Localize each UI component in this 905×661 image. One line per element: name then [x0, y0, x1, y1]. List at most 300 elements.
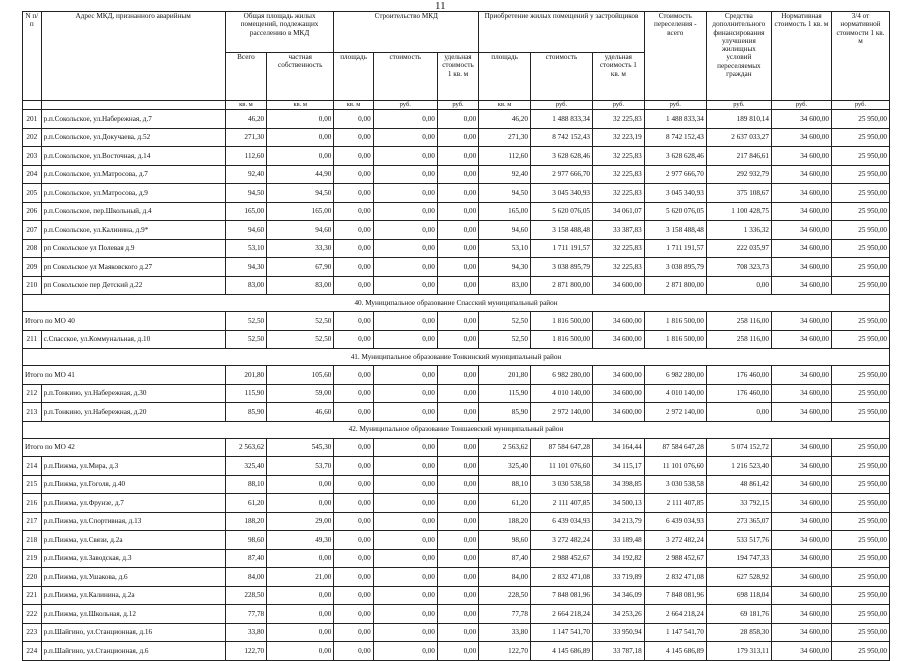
row-number: 219 [23, 549, 42, 568]
value-cell: 25 950,00 [831, 366, 889, 385]
row-number: 223 [23, 623, 42, 642]
value-cell: 88,10 [479, 475, 531, 494]
value-cell: 708 323,73 [706, 258, 771, 277]
value-cell: 0,00 [706, 403, 771, 422]
table-row [23, 221, 890, 240]
row-number: 216 [23, 494, 42, 513]
value-cell: 83,00 [225, 276, 266, 295]
value-cell: 0,00 [373, 221, 437, 240]
value-cell: 34 600,00 [771, 568, 831, 587]
row-number: 214 [23, 457, 42, 476]
page-number: 11 [435, 0, 446, 12]
value-cell: 0,00 [437, 457, 478, 476]
value-cell: 0,00 [437, 165, 478, 184]
header-total-cost: Стоимость переселения - всего [644, 12, 706, 101]
value-cell: 34 253,26 [593, 605, 645, 624]
table-row [23, 239, 890, 258]
value-cell: 0,00 [437, 568, 478, 587]
value-cell: 33 189,48 [593, 531, 645, 550]
value-cell: 2 972 140,00 [530, 403, 592, 422]
value-cell: 25 950,00 [831, 312, 889, 331]
value-cell: 0,00 [437, 312, 478, 331]
table-row [23, 403, 890, 422]
value-cell: 34 600,00 [771, 202, 831, 221]
value-cell: 0,00 [373, 438, 437, 457]
units-cell: руб. [593, 101, 645, 110]
row-address: р.п.Тонкино, ул.Набережная, д.20 [41, 403, 225, 422]
value-cell: 84,00 [479, 568, 531, 587]
units-cell: кв. м [334, 101, 373, 110]
value-cell: 34 600,00 [771, 221, 831, 240]
value-cell: 0,00 [334, 312, 373, 331]
value-cell: 2 111 407,85 [530, 494, 592, 513]
value-cell: 34 600,00 [771, 512, 831, 531]
value-cell: 228,50 [225, 586, 266, 605]
row-address: р.п.Шайгино, ул.Станционная, д.6 [41, 642, 225, 661]
value-cell: 34 600,00 [593, 403, 645, 422]
row-address: р.п.Пижма, ул.Мира, д.3 [41, 457, 225, 476]
value-cell: 2 111 407,85 [644, 494, 706, 513]
table-row [23, 475, 890, 494]
value-cell: 34 600,00 [593, 330, 645, 349]
value-cell: 545,30 [267, 438, 334, 457]
value-cell: 0,00 [334, 531, 373, 550]
value-cell: 34 600,00 [771, 475, 831, 494]
value-cell: 28 858,30 [706, 623, 771, 642]
value-cell: 84,00 [225, 568, 266, 587]
value-cell: 87,40 [479, 549, 531, 568]
value-cell: 25 950,00 [831, 605, 889, 624]
value-cell: 0,00 [437, 110, 478, 129]
value-cell: 0,00 [334, 438, 373, 457]
row-number: 204 [23, 165, 42, 184]
value-cell: 1 147 541,70 [644, 623, 706, 642]
total-label: Итого по МО 42 [23, 438, 226, 457]
value-cell: 2 664 218,24 [644, 605, 706, 624]
value-cell: 0,00 [373, 165, 437, 184]
row-number: 206 [23, 202, 42, 221]
value-cell: 94,50 [479, 184, 531, 203]
table-row [23, 605, 890, 624]
value-cell: 11 101 076,60 [530, 457, 592, 476]
value-cell: 85,90 [479, 403, 531, 422]
value-cell: 271,30 [225, 128, 266, 147]
value-cell: 25 950,00 [831, 128, 889, 147]
value-cell: 34 600,00 [771, 549, 831, 568]
units-cell: кв. м [267, 101, 334, 110]
value-cell: 176 460,00 [706, 384, 771, 403]
value-cell: 46,20 [479, 110, 531, 129]
value-cell: 25 950,00 [831, 202, 889, 221]
value-cell: 2 832 471,08 [644, 568, 706, 587]
value-cell: 94,30 [225, 258, 266, 277]
value-cell: 2 637 033,27 [706, 128, 771, 147]
value-cell: 6 982 280,00 [644, 366, 706, 385]
value-cell: 0,00 [267, 549, 334, 568]
value-cell: 115,90 [479, 384, 531, 403]
row-address: р.п.Пижма, ул.Гоголя, д.40 [41, 475, 225, 494]
units-cell: руб. [530, 101, 592, 110]
value-cell: 1 711 191,57 [530, 239, 592, 258]
value-cell: 52,50 [267, 330, 334, 349]
value-cell: 87,40 [225, 549, 266, 568]
value-cell: 0,00 [437, 202, 478, 221]
value-cell: 0,00 [373, 475, 437, 494]
value-cell: 258 116,00 [706, 330, 771, 349]
header-extra-funds: Средства дополнительного финансирования улучшения жилищных условий переселяемых граждан [706, 12, 771, 101]
value-cell: 3 272 482,24 [530, 531, 592, 550]
value-cell: 0,00 [437, 384, 478, 403]
row-address: р.п.Пижма, ул.Ушакова, д.6 [41, 568, 225, 587]
value-cell: 201,80 [479, 366, 531, 385]
value-cell: 83,00 [479, 276, 531, 295]
value-cell: 1 488 833,34 [530, 110, 592, 129]
value-cell: 85,90 [225, 403, 266, 422]
value-cell: 25 950,00 [831, 512, 889, 531]
value-cell: 122,70 [225, 642, 266, 661]
value-cell: 2 664 218,24 [530, 605, 592, 624]
value-cell: 0,00 [437, 184, 478, 203]
value-cell: 0,00 [267, 642, 334, 661]
value-cell: 0,00 [437, 642, 478, 661]
value-cell: 34 600,00 [771, 494, 831, 513]
subheader-build-unit: удельная стоимость 1 кв. м [437, 53, 478, 101]
value-cell: 25 950,00 [831, 623, 889, 642]
value-cell: 0,00 [437, 586, 478, 605]
value-cell: 34 115,17 [593, 457, 645, 476]
value-cell: 25 950,00 [831, 276, 889, 295]
value-cell: 34 600,00 [771, 586, 831, 605]
value-cell: 176 460,00 [706, 366, 771, 385]
row-number: 224 [23, 642, 42, 661]
value-cell: 98,60 [479, 531, 531, 550]
value-cell: 217 846,61 [706, 147, 771, 166]
value-cell: 189 810,14 [706, 110, 771, 129]
value-cell: 25 950,00 [831, 110, 889, 129]
value-cell: 1 488 833,34 [644, 110, 706, 129]
row-number: 209 [23, 258, 42, 277]
value-cell: 0,00 [437, 258, 478, 277]
value-cell: 34 600,00 [771, 258, 831, 277]
value-cell: 3 045 340,93 [530, 184, 592, 203]
value-cell: 0,00 [267, 475, 334, 494]
value-cell: 32 223,19 [593, 128, 645, 147]
value-cell: 0,00 [373, 110, 437, 129]
units-cell: руб. [706, 101, 771, 110]
value-cell: 49,30 [267, 531, 334, 550]
row-number: 205 [23, 184, 42, 203]
row-address: р.п.Сокольское, пер.Школьный, д.4 [41, 202, 225, 221]
value-cell: 34 600,00 [771, 147, 831, 166]
row-number: 220 [23, 568, 42, 587]
row-address: р.п.Пижма, ул.Фрунзе, д.7 [41, 494, 225, 513]
row-address: р.п.Пижма, ул.Школьная, д.12 [41, 605, 225, 624]
value-cell: 165,00 [267, 202, 334, 221]
value-cell: 2 972 140,00 [644, 403, 706, 422]
section-title: 41. Муниципальное образование Тонкинский муниципальный район [23, 349, 890, 366]
value-cell: 34 600,00 [771, 642, 831, 661]
value-cell: 271,30 [479, 128, 531, 147]
value-cell: 0,00 [373, 531, 437, 550]
row-number: 215 [23, 475, 42, 494]
value-cell: 0,00 [373, 239, 437, 258]
table-row [23, 128, 890, 147]
value-cell: 53,10 [225, 239, 266, 258]
section-row [23, 349, 890, 366]
header-number: N п/п [23, 12, 42, 101]
value-cell: 25 950,00 [831, 384, 889, 403]
value-cell: 4 010 140,00 [530, 384, 592, 403]
value-cell: 34 600,00 [771, 330, 831, 349]
value-cell: 0,00 [267, 494, 334, 513]
subheader-total: Всего [225, 53, 266, 101]
value-cell: 25 950,00 [831, 147, 889, 166]
value-cell: 1 816 500,00 [644, 312, 706, 331]
value-cell: 94,50 [267, 184, 334, 203]
row-address: р.п.Сокольское, ул.Матросова, д.7 [41, 165, 225, 184]
value-cell: 33,30 [267, 239, 334, 258]
value-cell: 1 711 191,57 [644, 239, 706, 258]
value-cell: 533 517,76 [706, 531, 771, 550]
value-cell: 2 977 666,70 [644, 165, 706, 184]
section-row [23, 421, 890, 438]
value-cell: 6 439 034,93 [530, 512, 592, 531]
value-cell: 0,00 [437, 128, 478, 147]
value-cell: 34 600,00 [771, 457, 831, 476]
value-cell: 34 192,82 [593, 549, 645, 568]
header-construction: Строительство МКД [334, 12, 479, 53]
value-cell: 112,60 [225, 147, 266, 166]
value-cell: 0,00 [373, 312, 437, 331]
value-cell: 25 950,00 [831, 586, 889, 605]
value-cell: 2 988 452,67 [644, 549, 706, 568]
value-cell: 0,00 [373, 276, 437, 295]
section-title: 42. Муниципальное образование Тоншаевский муниципальный район [23, 421, 890, 438]
value-cell: 0,00 [334, 221, 373, 240]
value-cell: 25 950,00 [831, 457, 889, 476]
row-address: р.п.Пижма, ул.Заводская, д.3 [41, 549, 225, 568]
row-number: 221 [23, 586, 42, 605]
value-cell: 0,00 [334, 512, 373, 531]
value-cell: 25 950,00 [831, 475, 889, 494]
value-cell: 0,00 [437, 549, 478, 568]
value-cell: 3 045 340,93 [644, 184, 706, 203]
value-cell: 29,00 [267, 512, 334, 531]
value-cell: 1 336,32 [706, 221, 771, 240]
table-row [23, 512, 890, 531]
value-cell: 2 871 800,00 [530, 276, 592, 295]
value-cell: 0,00 [334, 494, 373, 513]
table-row [23, 330, 890, 349]
value-cell: 0,00 [373, 202, 437, 221]
row-number: 201 [23, 110, 42, 129]
value-cell: 33 950,94 [593, 623, 645, 642]
value-cell: 4 145 686,89 [530, 642, 592, 661]
header-address: Адрес МКД, признанного аварийным [41, 12, 225, 101]
value-cell: 34 600,00 [593, 384, 645, 403]
value-cell: 0,00 [373, 366, 437, 385]
value-cell: 34 600,00 [771, 184, 831, 203]
value-cell: 34 061,07 [593, 202, 645, 221]
value-cell: 292 932,79 [706, 165, 771, 184]
value-cell: 52,50 [479, 312, 531, 331]
value-cell: 94,60 [267, 221, 334, 240]
value-cell: 77,78 [225, 605, 266, 624]
value-cell: 67,90 [267, 258, 334, 277]
value-cell: 0,00 [373, 494, 437, 513]
value-cell: 34 600,00 [771, 110, 831, 129]
subheader-purchase-unit: удельная стоимость 1 кв. м [593, 53, 645, 101]
table-row [23, 384, 890, 403]
value-cell: 25 950,00 [831, 239, 889, 258]
row-address: р.п.Сокольское, ул.Восточная, д.14 [41, 147, 225, 166]
value-cell: 0,00 [334, 165, 373, 184]
value-cell: 1 816 500,00 [644, 330, 706, 349]
total-label: Итого по МО 41 [23, 366, 226, 385]
value-cell: 92,40 [479, 165, 531, 184]
value-cell: 34 600,00 [771, 605, 831, 624]
value-cell: 5 620 076,05 [530, 202, 592, 221]
value-cell: 52,50 [225, 330, 266, 349]
value-cell: 6 982 280,00 [530, 366, 592, 385]
row-address: р.п.Пижма, ул.Спортивная, д.13 [41, 512, 225, 531]
value-cell: 53,70 [267, 457, 334, 476]
units-cell: кв. м [225, 101, 266, 110]
value-cell: 77,78 [479, 605, 531, 624]
value-cell: 1 816 500,00 [530, 312, 592, 331]
value-cell: 8 742 152,43 [644, 128, 706, 147]
value-cell: 0,00 [437, 512, 478, 531]
value-cell: 34 500,13 [593, 494, 645, 513]
units-cell [41, 101, 225, 110]
value-cell: 112,60 [479, 147, 531, 166]
value-cell: 194 747,33 [706, 549, 771, 568]
row-number: 218 [23, 531, 42, 550]
value-cell: 94,60 [225, 221, 266, 240]
value-cell: 375 108,67 [706, 184, 771, 203]
value-cell: 32 225,83 [593, 147, 645, 166]
value-cell: 0,00 [334, 642, 373, 661]
value-cell: 25 950,00 [831, 531, 889, 550]
value-cell: 0,00 [334, 586, 373, 605]
value-cell: 25 950,00 [831, 568, 889, 587]
value-cell: 3 628 628,46 [530, 147, 592, 166]
table-row [23, 276, 890, 295]
value-cell: 1 147 541,70 [530, 623, 592, 642]
value-cell: 2 563,62 [479, 438, 531, 457]
table-row [23, 457, 890, 476]
value-cell: 188,20 [479, 512, 531, 531]
section-row [23, 295, 890, 312]
value-cell: 0,00 [334, 276, 373, 295]
value-cell: 34 600,00 [593, 276, 645, 295]
value-cell: 1 216 523,40 [706, 457, 771, 476]
value-cell: 0,00 [437, 494, 478, 513]
value-cell: 52,50 [267, 312, 334, 331]
value-cell: 33 792,15 [706, 494, 771, 513]
value-cell: 32 225,83 [593, 165, 645, 184]
value-cell: 34 600,00 [771, 312, 831, 331]
value-cell: 0,00 [334, 403, 373, 422]
value-cell: 0,00 [334, 549, 373, 568]
value-cell: 222 035,97 [706, 239, 771, 258]
row-address: р.п.Тонкино, ул.Набережная, д.30 [41, 384, 225, 403]
value-cell: 33 787,18 [593, 642, 645, 661]
table-row [23, 202, 890, 221]
value-cell: 87 584 647,28 [530, 438, 592, 457]
value-cell: 0,00 [373, 384, 437, 403]
value-cell: 25 950,00 [831, 258, 889, 277]
value-cell: 48 861,42 [706, 475, 771, 494]
value-cell: 34 398,85 [593, 475, 645, 494]
value-cell: 0,00 [437, 438, 478, 457]
value-cell: 5 620 076,05 [644, 202, 706, 221]
value-cell: 0,00 [334, 258, 373, 277]
row-number: 211 [23, 330, 42, 349]
value-cell: 0,00 [373, 586, 437, 605]
value-cell: 122,70 [479, 642, 531, 661]
value-cell: 0,00 [373, 258, 437, 277]
value-cell: 8 742 152,43 [530, 128, 592, 147]
units-cell: руб. [644, 101, 706, 110]
row-address: р.п.Сокольское, ул.Докучаева, д.52 [41, 128, 225, 147]
value-cell: 34 600,00 [593, 312, 645, 331]
value-cell: 0,00 [267, 623, 334, 642]
header-purchase: Приобретение жилых помещений у застройщиков [479, 12, 645, 53]
value-cell: 34 346,09 [593, 586, 645, 605]
value-cell: 228,50 [479, 586, 531, 605]
value-cell: 7 848 081,96 [530, 586, 592, 605]
value-cell: 34 600,00 [771, 384, 831, 403]
value-cell: 0,00 [373, 457, 437, 476]
value-cell: 0,00 [334, 366, 373, 385]
value-cell: 83,00 [267, 276, 334, 295]
row-address: рп Сокольское пер Детский д.22 [41, 276, 225, 295]
value-cell: 34 600,00 [771, 438, 831, 457]
value-cell: 3 628 628,46 [644, 147, 706, 166]
value-cell: 32 225,83 [593, 110, 645, 129]
value-cell: 3 038 895,79 [530, 258, 592, 277]
value-cell: 0,00 [334, 202, 373, 221]
value-cell: 0,00 [267, 147, 334, 166]
units-cell [23, 101, 42, 110]
value-cell: 0,00 [334, 110, 373, 129]
value-cell: 627 528,92 [706, 568, 771, 587]
value-cell: 4 145 686,89 [644, 642, 706, 661]
row-number: 217 [23, 512, 42, 531]
value-cell: 32 225,83 [593, 184, 645, 203]
row-number: 222 [23, 605, 42, 624]
value-cell: 273 365,07 [706, 512, 771, 531]
value-cell: 34 600,00 [771, 366, 831, 385]
value-cell: 105,60 [267, 366, 334, 385]
value-cell: 6 439 034,93 [644, 512, 706, 531]
value-cell: 33,80 [479, 623, 531, 642]
value-cell: 59,00 [267, 384, 334, 403]
value-cell: 69 181,76 [706, 605, 771, 624]
table-row [23, 531, 890, 550]
header-norm-cost: Нормативная стоимость 1 кв. м [771, 12, 831, 101]
row-address: р.п.Сокольское, ул.Матросова, д.9 [41, 184, 225, 203]
row-address: с.Спасское, ул.Коммунальная, д.10 [41, 330, 225, 349]
value-cell: 7 848 081,96 [644, 586, 706, 605]
value-cell: 325,40 [479, 457, 531, 476]
value-cell: 0,00 [373, 549, 437, 568]
value-cell: 0,00 [334, 623, 373, 642]
total-row [23, 312, 890, 331]
row-address: рп Сокольское ул Маяковского д.27 [41, 258, 225, 277]
value-cell: 0,00 [267, 128, 334, 147]
